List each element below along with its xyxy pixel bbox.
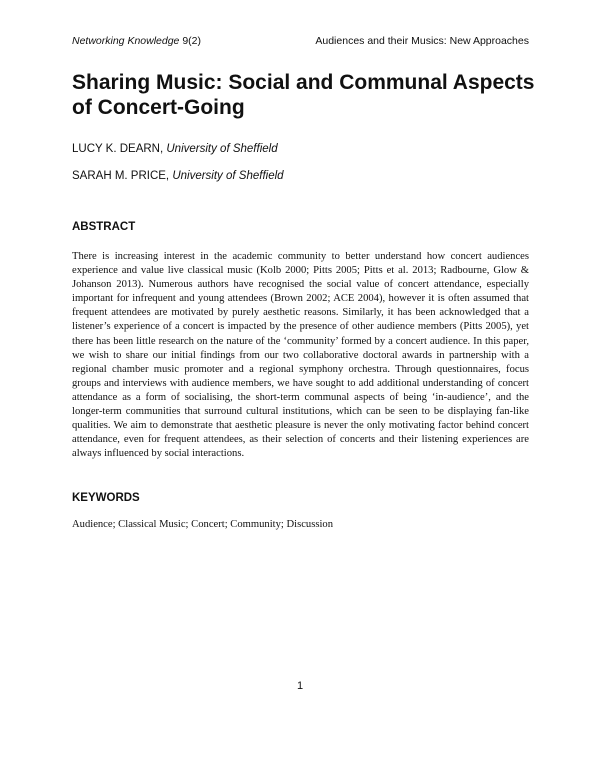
journal-title: Networking Knowledge [72,35,180,47]
author-affiliation-2: University of Sheffield [172,170,284,182]
page-number: 1 [296,680,304,692]
author-line-1 [72,143,278,155]
abstract-text: There is increasing interest in the academic community to better understand how concert audiences experience and value live classical music (Kolb 2000; Pitts 2005; Pitts et al. 2013; Radbourne, Glow & Johanson 2013). Numerous authors have recognised the social value of concert attendance, especially important for infrequent and young attendees (Brown 2002; ACE 2004), however it is often assumed that frequent attendees are motivated by purely aesthetic reasons. Similarly, it has been acknowledged that a listener’s experience of a concert is impacted by the presence of other audience members (Pitts 2005), yet there has been little research on the nature of the ‘community’ formed by a concert audience. In this paper, we wish to share our initial findings from our two collaborative doctoral awards in partnership with a regional chamber music promoter and a regional symphony orchestra. Through questionnaires, focus groups and interviews with audience members, we have sought to add additional understanding of concert attendance as a form of socialising, the short-term communal aspects of being ‘in-audience’, and the longer-term communities that surround cultural institutions, which can be seen to be displaying fan-like qualities. We aim to demonstrate that aesthetic pleasure is never the only motivating factor behind concert attendance, even for frequent attendees, as their selection of concerts and their listening experiences are always influenced by social interactions. [72,251,529,460]
running-title: Audiences and their Musics: New Approaches [315,35,529,47]
author-name-2: SARAH M. PRICE, [72,170,173,182]
abstract-heading: ABSTRACT [72,221,136,233]
keywords-text: Audience; Classical Music; Concert; Community; Discussion [72,519,333,530]
author-line-2 [72,170,284,182]
journal-issue: 9(2) [179,35,201,47]
author-name-1: LUCY K. DEARN, [72,143,167,155]
author-affiliation-1: University of Sheffield [166,143,278,155]
paper-title: Sharing Music: Social and Communal Aspects of Concert-Going [72,71,535,119]
running-header [72,35,529,47]
keywords-heading: KEYWORDS [72,492,140,504]
journal-name [72,35,201,47]
